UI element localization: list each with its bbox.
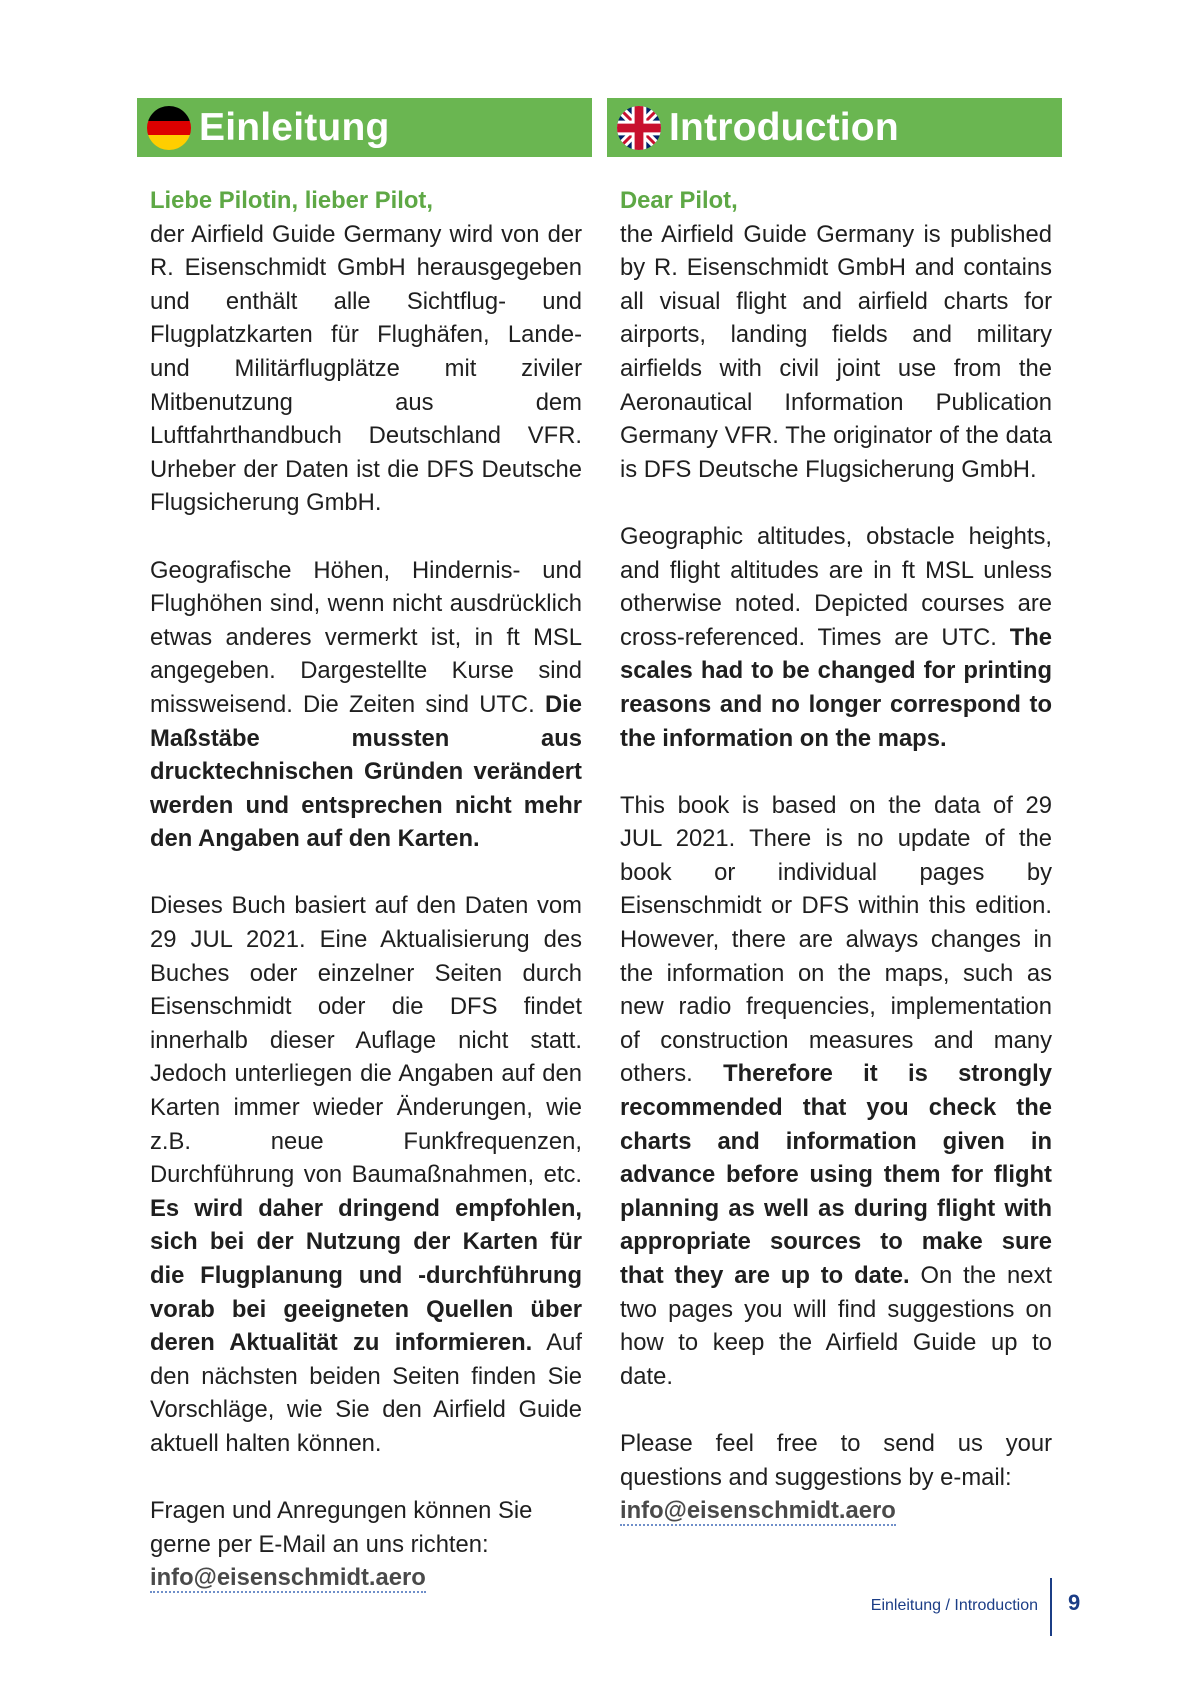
paragraph-de-3-bold: Es wird daher dringend empfohlen, sich bei der Nutzung der Karten für die Flugplanung und -durchführung vorab bei geeigneten Quellen über deren Aktualität zu informieren. (150, 1194, 582, 1357)
header-introduction (607, 98, 1062, 157)
paragraph-de-4 (150, 1494, 582, 1595)
header-title-en: Introduction (669, 105, 899, 149)
paragraph-en-3 (620, 789, 1052, 1394)
paragraph-en-3-tail: On the next two pages you will find suggestions on how to keep the Airfield Guide up to date. (620, 1262, 1052, 1390)
paragraph-de-4-line2: gerne per E-Mail an uns richten: (150, 1530, 489, 1558)
paragraph-de-3-tail: Auf den nächsten beiden Seiten finden Sie Vorschläge, wie Sie den Airfield Guide aktuell halten können. (150, 1329, 582, 1457)
paragraph-en-3-text: This book is based on the data of 29 JUL 2021. There is no update of the book or individual pages by Eisenschmidt or DFS within this edition. However, there are always changes in the information on the maps, such as new radio frequencies, implementation of construction measures and many others. (620, 791, 1052, 1088)
paragraph-en-4 (620, 1427, 1052, 1528)
uk-flag-icon (617, 106, 661, 150)
email-link-en[interactable]: info@eisenschmidt.aero (620, 1497, 896, 1525)
paragraph-de-3 (150, 889, 582, 1460)
paragraph-de-4-line1: Fragen und Anregungen können Sie (150, 1497, 533, 1525)
paragraph-en-2-text: Geographic altitudes, obstacle heights, and flight altitudes are in ft MSL unless otherwise noted. Depicted courses are cross-referenced. Times are UTC. (620, 522, 1052, 651)
footer-divider (1050, 1578, 1052, 1636)
header-title-de: Einleitung (199, 105, 390, 149)
paragraph-en-3-bold: Therefore it is strongly recommended that you check the charts and information given in advance before using them for flight planning as well as during flight with appropriate sources to make sure that they are up to date. (620, 1060, 1052, 1289)
page-number: 9 (1068, 1590, 1081, 1615)
english-column (620, 184, 1052, 1528)
paragraph-de-2 (150, 554, 582, 856)
header-einleitung (137, 98, 592, 157)
greeting-de: Liebe Pilotin, lieber Pilot, (150, 187, 433, 214)
paragraph-en-1: the Airfield Guide Germany is published by R. Eisenschmidt GmbH and contains all visual flight and airfield charts for airports, landing fields and military airfields with civil joint use from the Aeronautical Information Publication Germany VFR. The originator of the data is DFS Deutsche Flugsicherung GmbH. (620, 220, 1052, 483)
paragraph-de-1: der Airfield Guide Germany wird von der R. Eisenschmidt GmbH herausgegeben und enthält alle Sichtflug- und Flugplatzkarten für Flughäfen, Lande- und Militärflugplätze mit ziviler Mitbenutzung aus dem Luftfahrthandbuch Deutschland VFR. Urheber der Daten ist die DFS Deutsche Flugsicherung GmbH. (150, 220, 582, 517)
paragraph-en-2-bold: The scales had to be changed for printing reasons and no longer correspond to the information on the maps. (620, 623, 1052, 752)
footer-section-label: Einleitung / Introduction (870, 1597, 1038, 1614)
paragraph-en-2 (620, 520, 1052, 755)
paragraph-de-3-text: Dieses Buch basiert auf den Daten vom 29 JUL 2021. Eine Aktualisierung des Buches oder einzelner Seiten durch Eisenschmidt oder die DFS findet innerhalb dieser Auflage nicht statt. Jedoch unterliegen die Angaben auf den Karten immer wieder Änderungen, wie z.B. neue Funkfrequenzen, Durchführung von Baumaßnahmen, etc. (150, 892, 582, 1189)
email-link-de[interactable]: info@eisenschmidt.aero (150, 1564, 426, 1592)
paragraph-de-2-text: Geografische Höhen, Hindernis- und Flughöhen sind, wenn nicht ausdrücklich etwas anderes vermerkt ist, in ft MSL angegeben. Dargestellte Kurse sind missweisend. Die Zeiten sind UTC. (150, 556, 582, 718)
paragraph-en-4-text: Please feel free to send us your questions and suggestions by e-mail: (620, 1429, 1052, 1491)
greeting-en: Dear Pilot, (620, 187, 738, 214)
paragraph-de-2-bold: Die Maßstäbe mussten aus drucktechnischen Gründen verändert werden und entsprechen nicht mehr den Angaben auf den Karten. (150, 690, 582, 853)
german-column (150, 184, 582, 1595)
germany-flag-icon (147, 106, 191, 150)
